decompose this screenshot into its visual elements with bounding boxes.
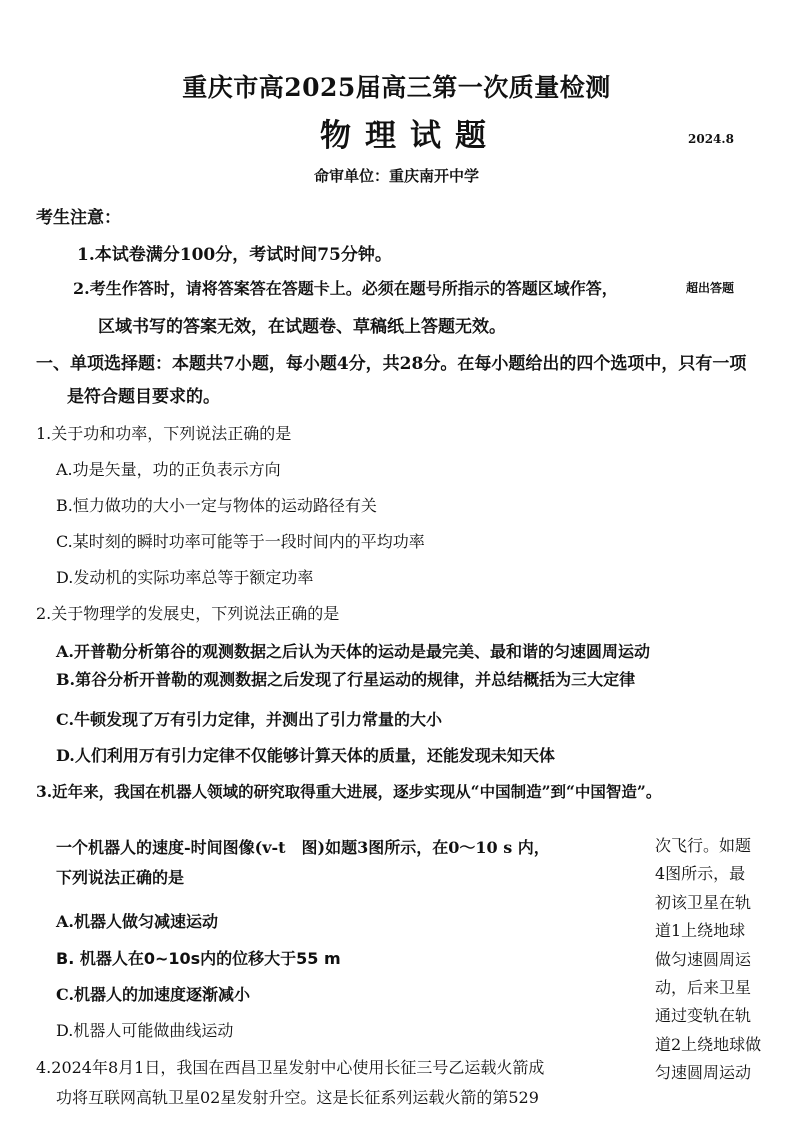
q2-stem: 2.关于物理学的发展史，下列说法正确的是 <box>36 604 340 623</box>
q4-side-line: 道2上绕地球做 <box>655 1034 762 1054</box>
q4-side-line: 动，后来卫星 <box>655 978 752 998</box>
q4-side-line: 做匀速圆周运 <box>655 949 752 969</box>
notice-item-2-small: 超出答题 <box>686 281 735 295</box>
q3-stem-line1: 一个机器人的速度-时间图像(v-t 图)如题3图所示，在0～10 s 内， <box>56 838 550 857</box>
q4-side-line: 次飞行。如题 <box>655 836 752 855</box>
q1-stem: 1.关于功和功率，下列说法正确的是 <box>36 424 292 443</box>
q1-option-c: C.某时刻的瞬时功率可能等于一段时间内的平均功率 <box>56 532 425 551</box>
section-heading-cont: 是符合题目要求的。 <box>67 387 220 407</box>
notice-item-2: 2.考生作答时，请将答案答在答题卡上。必须在题号所指示的答题区域作答， <box>73 279 618 298</box>
q4-side-text <box>655 832 775 1088</box>
q2-option-c: C.牛顿发现了万有引力定律，并测出了引力常量的大小 <box>56 710 443 729</box>
q2-option-b: B.第谷分析开普勒的观测数据之后发现了行星运动的规律，并总结概括为三大定律 <box>56 670 636 689</box>
notice-heading: 考生注意： <box>36 208 121 228</box>
q3-option-d: D.机器人可能做曲线运动 <box>56 1021 234 1040</box>
q4-stem-line2: 功将互联网高轨卫星02星发射升空。这是长征系列运载火箭的第529 <box>56 1088 539 1107</box>
q3-stem-line2: 下列说法正确的是 <box>56 868 185 887</box>
q4-stem-line1: 4.2024年8月1日，我国在西昌卫星发射中心使用长征三号乙运载火箭成 <box>36 1058 545 1077</box>
q3-option-c: C.机器人的加速度逐渐减小 <box>56 985 251 1004</box>
q4-side-line: 匀速圆周运动 <box>655 1063 752 1083</box>
q4-side-line: 通过变轨在轨 <box>655 1006 752 1026</box>
exam-title: 重庆市高2025届高三第一次质量检测 <box>182 73 611 102</box>
q2-option-a: A.开普勒分析第谷的观测数据之后认为天体的运动是最完美、最和谐的匀速圆周运动 <box>56 642 650 661</box>
q3-option-a: A.机器人做匀减速运动 <box>56 912 218 931</box>
exam-date: 2024.8 <box>688 132 734 146</box>
q4-side-line: 初该卫星在轨 <box>655 892 752 912</box>
q1-option-d: D.发动机的实际功率总等于额定功率 <box>56 568 314 587</box>
q3-option-b: B. 机器人在0~10s内的位移大于55 m <box>56 949 341 968</box>
notice-item-1: 1.本试卷满分100分，考试时间75分钟。 <box>77 245 392 265</box>
q3-stem: 3.近年来，我国在机器人领域的研究取得重大进展，逐步实现从“中国制造”到“中国智造”。 <box>36 782 662 801</box>
compiling-unit: 命审单位：重庆南开中学 <box>313 167 479 185</box>
notice-item-2-cont: 区域书写的答案无效，在试题卷、草稿纸上答题无效。 <box>98 317 506 337</box>
q1-option-a: A.功是矢量，功的正负表示方向 <box>56 460 281 479</box>
q4-side-line: 道1上绕地球 <box>655 921 746 941</box>
q4-side-line: 4图所示，最 <box>655 864 746 884</box>
subject-title: 物理试题 <box>320 118 500 154</box>
section-heading: 一、单项选择题：本题共7小题，每小题4分，共28分。在每小题给出的四个选项中，只有一项 <box>36 354 747 374</box>
q1-option-b: B.恒力做功的大小一定与物体的运动路径有关 <box>56 496 377 515</box>
q2-option-d: D.人们利用万有引力定律不仅能够计算天体的质量，还能发现未知天体 <box>56 746 555 765</box>
